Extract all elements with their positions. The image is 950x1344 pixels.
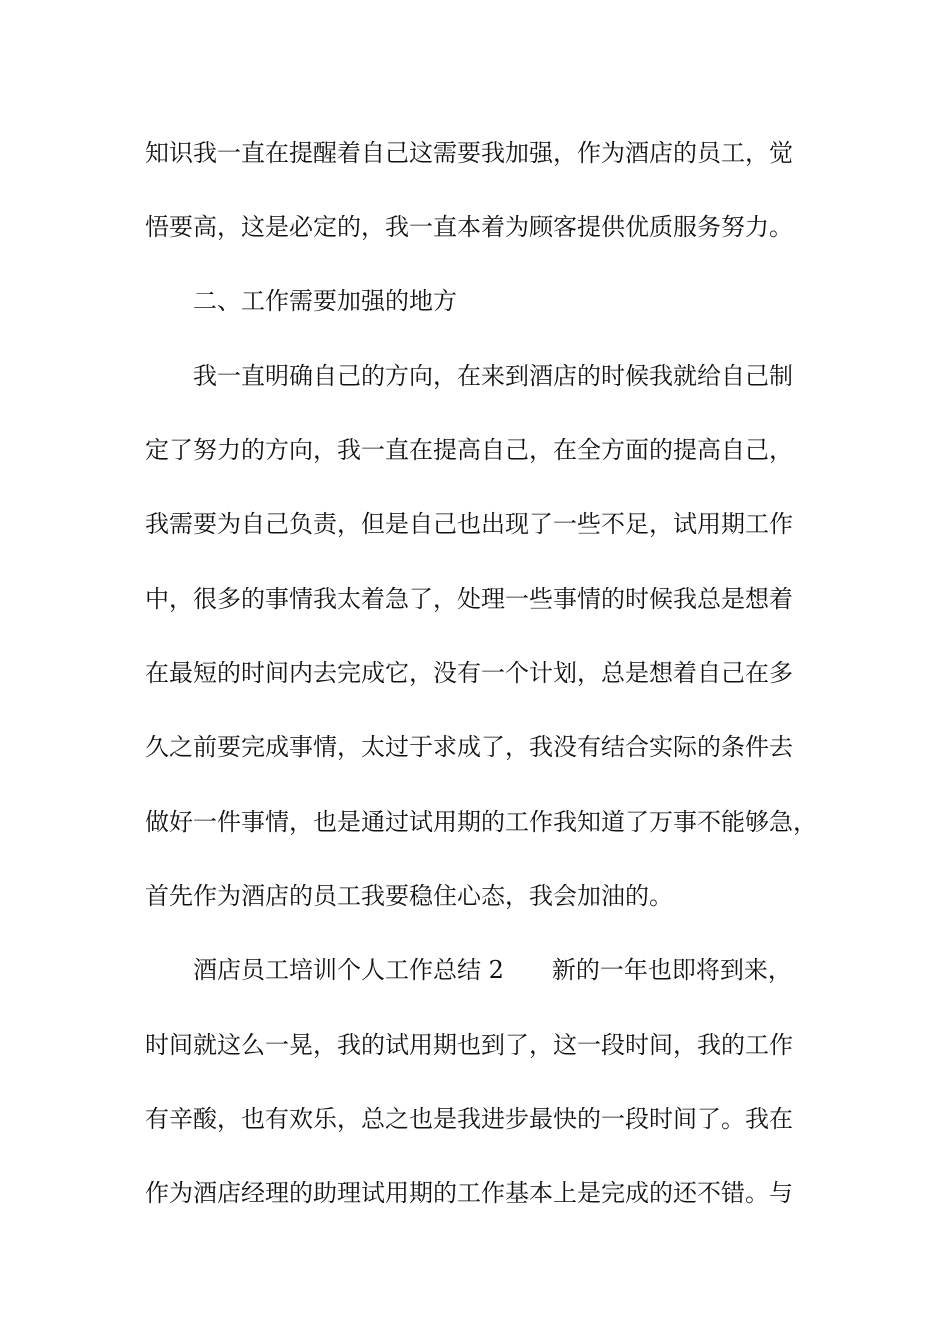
paragraph-line: 做好一件事情，也是通过试用期的工作我知道了万事不能够急， <box>145 808 817 836</box>
section-heading: 二、工作需要加强的地方 <box>193 287 457 315</box>
paragraph-line: 悟要高，这是必定的，我一直本着为顾客提供优质服务努力。 <box>145 213 793 241</box>
paragraph-line: 中，很多的事情我太着急了，处理一些事情的时候我总是想着 <box>145 585 793 613</box>
paragraph-line: 知识我一直在提醒着自己这需要我加强，作为酒店的员工，觉 <box>145 139 793 167</box>
paragraph-line: 久之前要完成事情，太过于求成了，我没有结合实际的条件去 <box>145 733 793 761</box>
paragraph-line: 作为酒店经理的助理试用期的工作基本上是完成的还不错。与 <box>145 1179 793 1207</box>
paragraph-line: 首先作为酒店的员工我要稳住心态，我会加油的。 <box>145 882 673 910</box>
paragraph-line: 我一直明确自己的方向，在来到酒店的时候我就给自己制 <box>193 362 793 390</box>
paragraph-line: 我需要为自己负责，但是自己也出现了一些不足，试用期工作 <box>145 510 793 538</box>
paragraph-line: 在最短的时间内去完成它，没有一个计划，总是想着自己在多 <box>145 659 793 687</box>
paragraph-line: 有辛酸，也有欢乐，总之也是我进步最快的一段时间了。我在 <box>145 1105 793 1133</box>
paragraph-line: 定了努力的方向，我一直在提高自己，在全方面的提高自己， <box>145 436 793 464</box>
section-title-line: 酒店员工培训个人工作总结 2 新的一年也即将到来， <box>193 956 792 984</box>
paragraph-line: 时间就这么一晃，我的试用期也到了，这一段时间，我的工作 <box>145 1031 793 1059</box>
